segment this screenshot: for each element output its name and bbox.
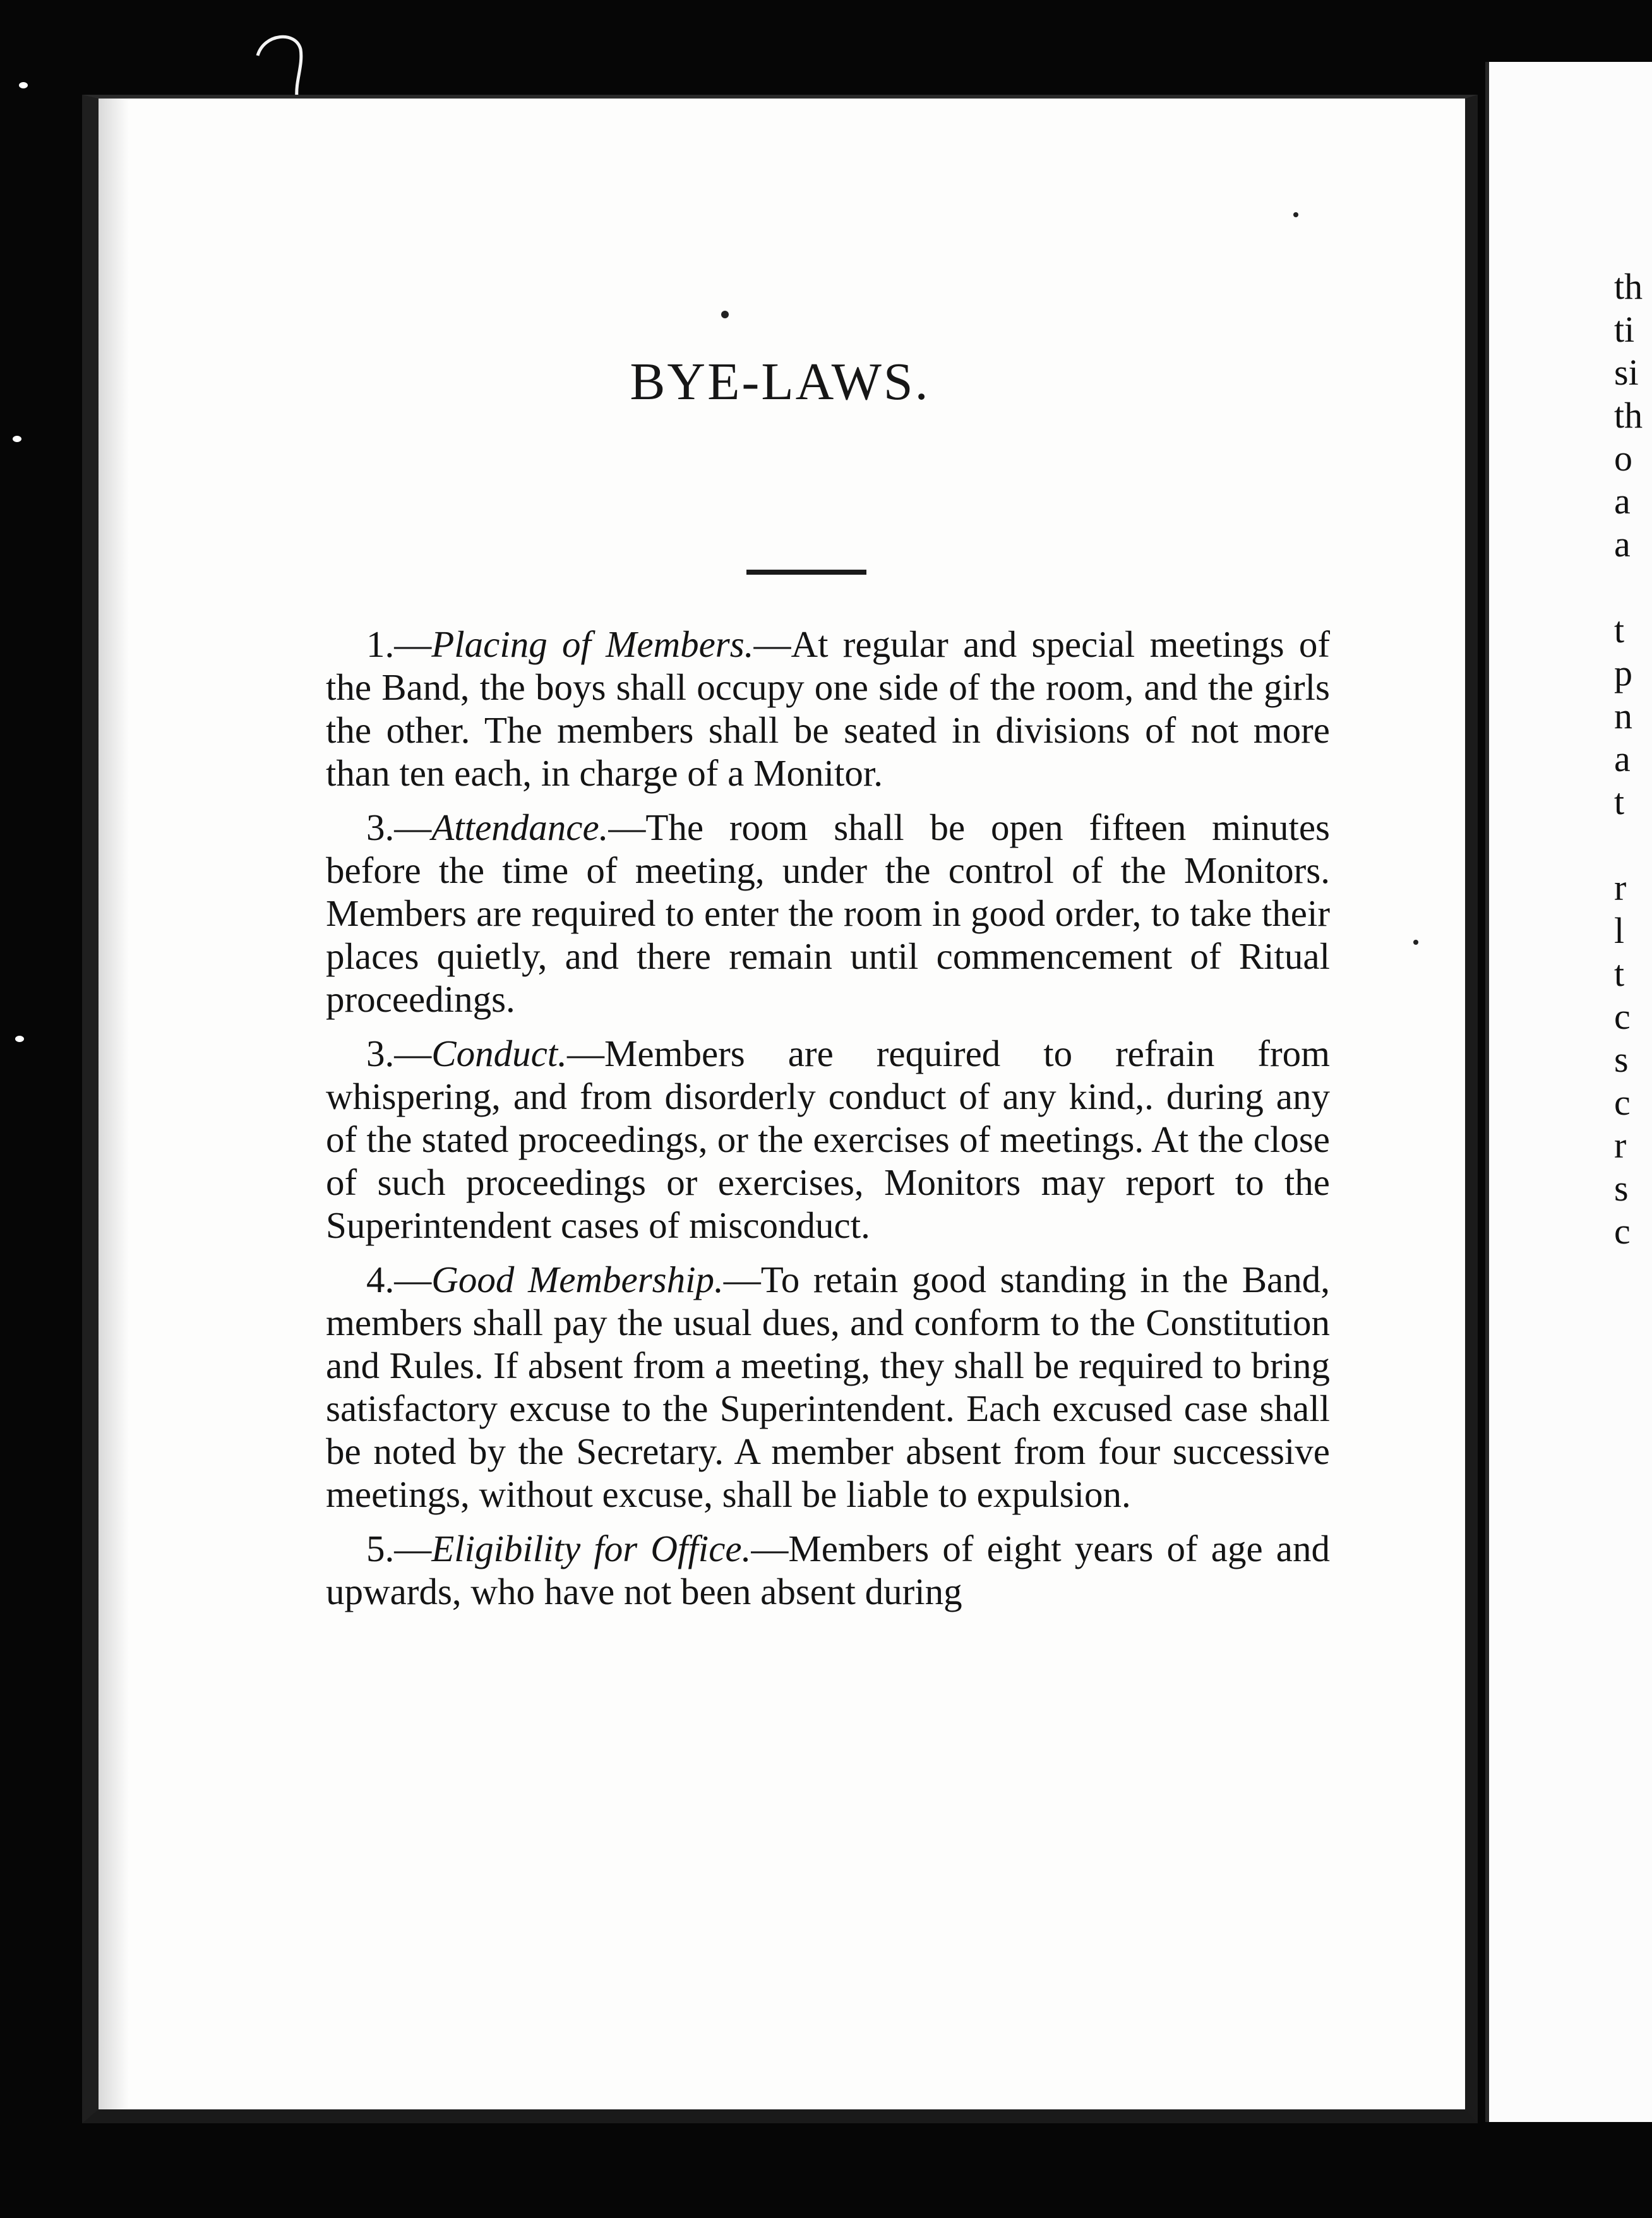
bye-law-paragraph: 3.—Attendance.—The room shall be open fifteen minutes before the time of meeting, under the control of the Monitors. Members are required to enter the room in good order, to take their places quietly, and there remain until commencement of Ritual proceedings. xyxy=(326,806,1330,1020)
edge-speck xyxy=(15,1036,24,1042)
bye-law-heading: Eligibility for Office. xyxy=(431,1528,751,1569)
facing-fragment: s xyxy=(1614,1039,1629,1080)
bye-law-heading: Attendance. xyxy=(431,806,609,848)
bye-law-number: 1. xyxy=(366,623,395,665)
bye-law-text: At regular and special meetings of the Band, the boys shall occupy one side of the room, and the girls the other. The members shall be seated in divisions of not more than ten each, in charge of a Monitor. xyxy=(326,623,1331,794)
bye-law-paragraph: 5.—Eligibility for Office.—Members of eight years of age and upwards, who have not been absent during xyxy=(326,1528,1330,1612)
facing-fragment: l xyxy=(1614,910,1625,951)
ink-speck xyxy=(1293,212,1298,217)
facing-fragment: s xyxy=(1614,1168,1629,1209)
facing-fragment: c xyxy=(1614,996,1631,1037)
bye-law-text: The room shall be open fifteen minutes before the time of meeting, under the control of the Monitors. Members are required to enter the room in good order, to take their places quietly, and there remain until commencement of Ritual proceedings. xyxy=(326,806,1330,1020)
facing-fragment: o xyxy=(1614,438,1632,479)
edge-speck xyxy=(13,436,21,442)
edge-speck xyxy=(19,82,28,88)
title-rule xyxy=(746,570,866,575)
facing-fragment: a xyxy=(1614,481,1631,522)
facing-fragment: a xyxy=(1614,524,1631,565)
bye-law-text: Members are required to refrain from whispering, and from disorderly conduct of any kind,. during any of the stated proceedings, or the exercises of meetings. At the close of such proceedings or exercises, Monitors may report to the Superintendent cases of misconduct. xyxy=(326,1033,1330,1246)
facing-fragment: r xyxy=(1614,1125,1627,1166)
facing-fragment: p xyxy=(1614,652,1632,693)
ink-speck xyxy=(721,311,729,318)
bye-law-heading: Good Membership. xyxy=(431,1259,724,1300)
page-title: BYE-LAWS. xyxy=(630,352,930,411)
bye-law-paragraph: 4.—Good Membership.—To retain good standing in the Band, members shall pay the usual dues, and conform to the Constitution and Rules. If absent from a meeting, they shall be required to bring satisfactory excuse to the Superintendent. Each excused case shall be noted by the Secretary. A member absent from four successive meetings, without excuse, shall be liable to expulsion. xyxy=(326,1259,1330,1515)
facing-fragment: th xyxy=(1614,395,1643,436)
facing-fragment: c xyxy=(1614,1211,1631,1252)
bye-law-number: 5. xyxy=(366,1528,395,1569)
bye-laws-body xyxy=(326,623,1330,1613)
bye-law-number: 4. xyxy=(366,1259,395,1300)
facing-fragment: t xyxy=(1614,953,1625,994)
facing-page-text xyxy=(1614,265,1652,1253)
bye-law-number: 3. xyxy=(366,1033,395,1074)
facing-fragment: th xyxy=(1614,266,1643,307)
bye-law-heading: Conduct. xyxy=(431,1033,567,1074)
facing-fragment: t xyxy=(1614,781,1625,822)
facing-fragment: si xyxy=(1614,352,1639,393)
facing-fragment: t xyxy=(1614,609,1625,650)
bye-law-number: 3. xyxy=(366,806,395,848)
bye-law-paragraph: 3.—Conduct.—Members are required to refrain from whispering, and from disorderly conduct of any kind,. during any of the stated proceedings, or the exercises of meetings. At the close of such proceedings or exercises, Monitors may report to the Superintendent cases of misconduct. xyxy=(326,1033,1330,1246)
bye-law-text: Members of eight years of age and upwards, who have not been absent during xyxy=(326,1528,1330,1612)
facing-fragment: ti xyxy=(1614,309,1635,350)
facing-fragment: r xyxy=(1614,867,1627,908)
facing-fragment: a xyxy=(1614,738,1631,779)
facing-fragment: c xyxy=(1614,1082,1631,1123)
bye-law-text: To retain good standing in the Band, members shall pay the usual dues, and conform to the Constitution and Rules. If absent from a meeting, they shall be required to bring satisfactory excuse to the Superintendent. Each excused case shall be noted by the Secretary. A member absent from four successive meetings, without excuse, shall be liable to expulsion. xyxy=(326,1259,1330,1515)
facing-fragment: n xyxy=(1614,695,1632,736)
bye-law-paragraph: 1.—Placing of Members.—At regular and special meetings of the Band, the boys shall occupy one side of the room, and the girls the other. The members shall be seated in divisions of not more than ten each, in charge of a Monitor. xyxy=(326,623,1331,794)
page-clip-hook xyxy=(251,30,308,100)
ink-speck xyxy=(1413,940,1418,945)
bye-law-heading: Placing of Members. xyxy=(431,623,754,665)
